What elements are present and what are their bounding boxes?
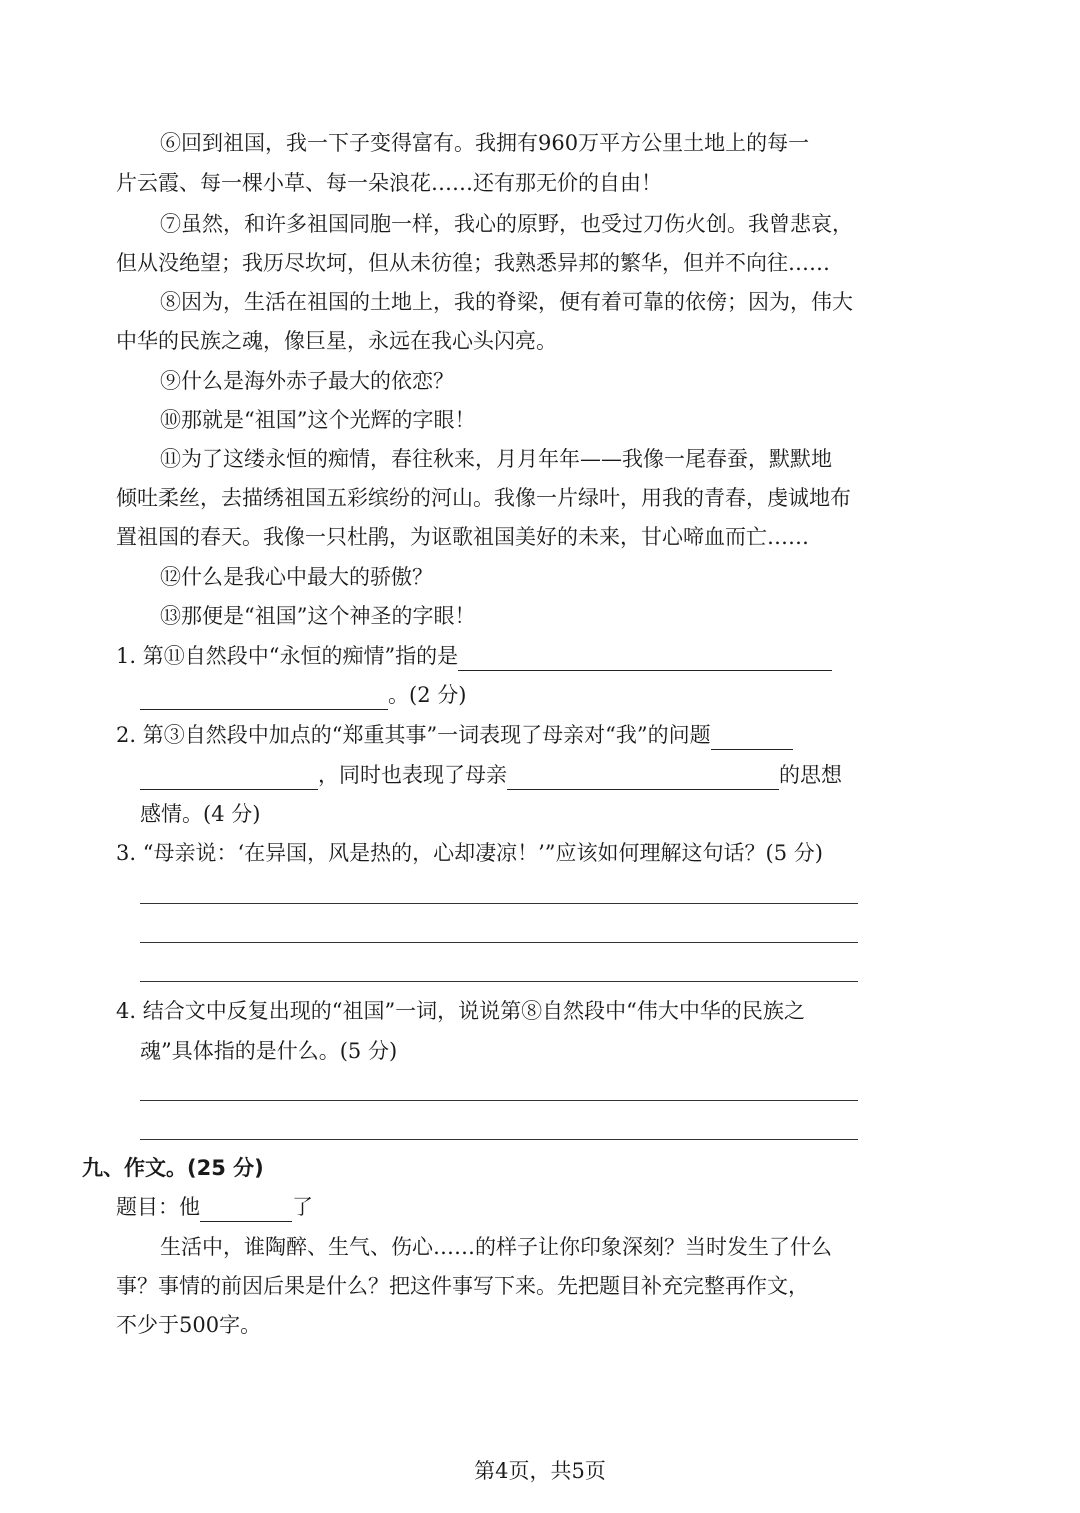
composition-title-prefix: 题目：他: [116, 1195, 200, 1219]
question-4-answer-line-1[interactable]: [140, 1100, 858, 1101]
question-2-answer-blank-2[interactable]: [507, 765, 779, 790]
paragraph-8-line-1: ⑧因为，生活在祖国的土地上，我的脊梁，便有着可靠的依傍；因为，伟大: [160, 290, 853, 314]
question-1-answer-blank[interactable]: [458, 646, 832, 671]
question-2-end: 的思想: [779, 763, 842, 787]
question-3: 3. “母亲说：‘在异国，风是热的，心却凄凉！’”应该如何理解这句话？(5 分): [116, 841, 823, 865]
paragraph-12: ⑫什么是我心中最大的骄傲？: [160, 565, 433, 589]
composition-title-blank[interactable]: [200, 1197, 292, 1222]
question-1-continued: [140, 680, 466, 710]
composition-prompt-line-3: 不少于500字。: [116, 1313, 262, 1337]
question-2-text: 2. 第③自然段中加点的“郑重其事”一词表现了母亲对“我”的问题: [116, 723, 711, 747]
paragraph-6-line-1: ⑥回到祖国，我一下子变得富有。我拥有960万平方公里土地上的每一: [160, 131, 810, 155]
question-1-answer-blank-2[interactable]: [140, 685, 388, 710]
question-1: [116, 641, 832, 671]
paragraph-10: ⑩那就是“祖国”这个光辉的字眼！: [160, 408, 476, 432]
paragraph-11-line-2: 倾吐柔丝，去描绣祖国五彩缤纷的河山。我像一片绿叶，用我的青春，虔诚地布: [116, 486, 851, 510]
paragraph-7-line-2: 但从没绝望；我历尽坎坷，但从未彷徨；我熟悉异邦的繁华，但并不向往……: [116, 251, 830, 275]
question-1-score: 。(2 分): [388, 683, 467, 707]
composition-prompt-line-2: 事？事情的前因后果是什么？把这件事写下来。先把题目补充完整再作文，: [116, 1274, 809, 1298]
question-2-answer-blank-1b[interactable]: [140, 765, 318, 790]
question-1-text: 1. 第⑪自然段中“永恒的痴情”指的是: [116, 644, 459, 668]
paragraph-11-line-1: ⑪为了这缕永恒的痴情，春往秋来，月月年年——我像一尾春蚕，默默地: [160, 447, 832, 471]
composition-title-suffix: 了: [292, 1195, 313, 1219]
paragraph-7-line-1: ⑦虽然，和许多祖国同胞一样，我心的原野，也受过刀伤火创。我曾悲哀，: [160, 212, 853, 236]
question-2-line-2: [140, 760, 842, 790]
question-2-mid: ，同时也表现了母亲: [318, 763, 507, 787]
question-4: 4. 结合文中反复出现的“祖国”一词，说说第⑧自然段中“伟大中华的民族之: [116, 999, 805, 1023]
question-4-answer-line-2[interactable]: [140, 1139, 858, 1140]
question-2-answer-blank-1[interactable]: [711, 725, 793, 750]
question-2: [116, 720, 793, 750]
paragraph-13: ⑬那便是“祖国”这个神圣的字眼！: [160, 604, 476, 628]
question-4-continued: 魂”具体指的是什么。(5 分): [140, 1039, 398, 1063]
composition-prompt-line-1: 生活中，谁陶醉、生气、伤心……的样子让你印象深刻？当时发生了什么: [160, 1235, 832, 1259]
composition-title: [116, 1192, 313, 1222]
paragraph-11-line-3: 置祖国的春天。我像一只杜鹃，为讴歌祖国美好的未来，甘心啼血而亡……: [116, 525, 809, 549]
question-3-answer-line-3[interactable]: [140, 981, 858, 982]
page-number: 第4页，共5页: [474, 1459, 606, 1483]
paragraph-9: ⑨什么是海外赤子最大的依恋？: [160, 369, 454, 393]
composition-heading: 九、作文。(25 分): [82, 1156, 264, 1180]
paragraph-8-line-2: 中华的民族之魂，像巨星，永远在我心头闪亮。: [116, 329, 557, 353]
question-2-continued: 感情。(4 分): [140, 802, 261, 826]
question-3-answer-line-2[interactable]: [140, 942, 858, 943]
paragraph-6-line-2: 片云霞、每一棵小草、每一朵浪花……还有那无价的自由！: [116, 171, 662, 195]
question-3-answer-line-1[interactable]: [140, 903, 858, 904]
